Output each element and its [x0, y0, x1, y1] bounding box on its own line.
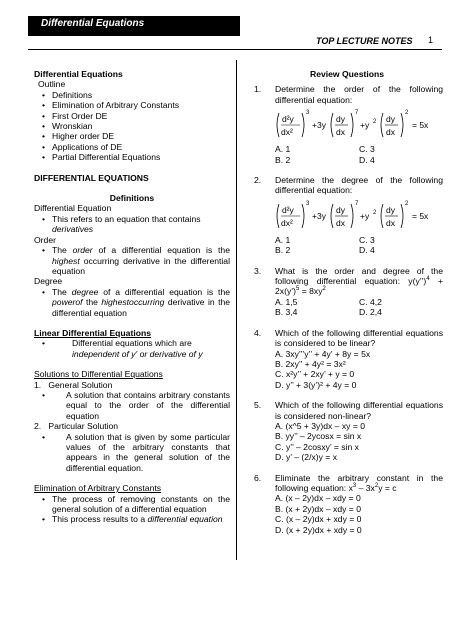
order-definition: • The order of a differential equation is the highest occurring derivative in the differential equation — [34, 245, 230, 276]
svg-text:dy: dy — [386, 204, 395, 215]
option: D. 4 — [359, 154, 375, 165]
svg-text:2: 2 — [405, 110, 409, 117]
svg-text:+y: +y — [360, 120, 370, 131]
question-2 — [251, 175, 443, 256]
svg-text:dx: dx — [336, 217, 345, 228]
definitions-title: Definitions — [109, 193, 155, 204]
answer-options — [251, 349, 443, 391]
option: A. 1 — [275, 144, 291, 155]
question-5 — [251, 400, 443, 462]
header-banner-title: Differential Equations — [41, 18, 145, 29]
question-text: 1. Determine the order of the following differential equation: — [254, 84, 443, 105]
answer-options — [251, 144, 443, 165]
question-1 — [251, 84, 443, 165]
outline-item: • Elimination of Arbitrary Constants — [34, 100, 230, 110]
order-term: Order — [34, 234, 56, 245]
svg-text:dx²: dx² — [281, 127, 293, 138]
svg-text:d²y: d²y — [282, 114, 294, 125]
section-title: DIFFERENTIAL EQUATIONS — [34, 172, 149, 183]
option: A. (x^5 + 3y)dx – xy = 0 — [275, 420, 366, 431]
linear-title: Linear Differential Equations — [34, 327, 151, 338]
solutions-title: Solutions to Differential Equations — [34, 369, 163, 380]
svg-text:dx: dx — [386, 127, 395, 138]
outline-title: Differential Equations — [34, 69, 123, 79]
option: D. (x + 2y)dx + xdy = 0 — [275, 524, 362, 535]
de-term: Differential Equation — [34, 203, 112, 214]
option: B. (x + 2y)dx – xdy = 0 — [275, 503, 361, 514]
option: B. 3,4 — [275, 307, 298, 318]
question-text: 4. Which of the following differential equations is considered to be linear? — [254, 327, 443, 349]
svg-text:+3y: +3y — [312, 120, 326, 131]
svg-text:2: 2 — [373, 209, 377, 216]
svg-text:dx²: dx² — [281, 217, 293, 228]
answer-options — [251, 421, 443, 463]
outline-item: • Wronskian — [34, 121, 230, 131]
svg-text:+y: +y — [360, 210, 370, 221]
option: A. 1,5 — [275, 296, 298, 307]
svg-text:dy: dy — [336, 204, 345, 215]
option: C. 4,2 — [359, 296, 382, 307]
question-3 — [251, 266, 443, 318]
answer-options — [251, 297, 443, 318]
particular-solution-title: 2. Particular Solution — [34, 421, 119, 432]
svg-text:d²y: d²y — [282, 204, 294, 215]
svg-text:3: 3 — [306, 200, 310, 207]
outline-label: Outline — [38, 79, 66, 90]
header-rule — [28, 49, 442, 50]
question-text: 3. What is the order and degree of the following differential equation: y(y’’)$^4$ + 2x(y’)$^5$ = $8xy^2$ — [254, 265, 443, 297]
option: C. x²y’’ + 2xy’ + y = 0 — [275, 369, 355, 380]
option: D. 2,4 — [359, 307, 382, 318]
svg-text:dy: dy — [386, 114, 395, 125]
answer-options — [251, 235, 443, 256]
outline-item: • Partial Differential Equations — [34, 152, 230, 162]
option: D. y’’ + 3(y’)² + 4y = 0 — [275, 379, 357, 390]
option: C. (x – 2y)dx + xdy = 0 — [275, 514, 362, 525]
option: B. 2xy’’ + 4y² = 3x² — [275, 358, 346, 369]
svg-text:7: 7 — [355, 200, 359, 207]
option: B. 2 — [275, 154, 291, 165]
question-4 — [251, 328, 443, 390]
degree-term: Degree — [34, 276, 63, 287]
svg-text:2: 2 — [373, 119, 377, 126]
linear-definition: • Differential equations which are independent of y' or derivative of y — [34, 338, 230, 359]
outline-item: • Definitions — [34, 90, 230, 100]
general-solution-title: 1. General Solution — [34, 379, 113, 390]
option: B. 2 — [275, 245, 291, 256]
option: C. y’’ – 2cosxy’ = sin x — [275, 441, 359, 452]
option: C. 3 — [359, 144, 375, 155]
option: A. 1 — [275, 234, 291, 245]
option: D. 4 — [359, 245, 375, 256]
svg-text:= 5x: = 5x — [412, 120, 429, 131]
elimination-title: Elimination of Arbitrary Constants — [34, 483, 162, 494]
outline-item: • First Order DE — [34, 111, 230, 121]
outline-item: • Higher order DE — [34, 131, 230, 141]
option: C. 3 — [359, 234, 375, 245]
svg-text:dx: dx — [386, 217, 395, 228]
option: A. (x – 2y)dx – xdy = 0 — [275, 493, 361, 504]
question-text: 5. Which of the following differential equations is considered non-linear? — [254, 400, 443, 421]
right-column — [251, 69, 443, 535]
svg-text:2: 2 — [405, 200, 409, 207]
svg-text:7: 7 — [355, 110, 359, 117]
outline-list — [34, 90, 230, 163]
page-number: 1 — [428, 35, 434, 45]
review-title: Review Questions — [309, 69, 385, 79]
svg-text:dx: dx — [336, 127, 345, 138]
question-text: 2. Determine the degree of the following differential equation: — [254, 175, 443, 196]
svg-text:= 5x: = 5x — [412, 210, 429, 221]
left-column — [34, 69, 230, 525]
option: B. yy’’ – 2ycosx = sin x — [275, 431, 362, 442]
equation — [275, 199, 443, 233]
degree-definition: • The degree of a differential equation is the powerof the highestoccurring derivative in the differential equation — [34, 287, 230, 318]
de-definition: • This refers to an equation that contains derivatives — [34, 214, 230, 235]
equation — [275, 108, 443, 142]
elimination-point: • The process of removing constants on the general solution of a differential equation — [34, 494, 230, 515]
svg-text:dy: dy — [336, 114, 345, 125]
general-solution-definition: • A solution that contains arbitrary constants equal to the order of the differential equation — [34, 390, 230, 421]
answer-options — [251, 493, 443, 535]
header-title: TOP LECTURE NOTES — [316, 36, 413, 46]
question-text: 6. Eliminate the arbitrary constant in the following equation: $x^3 - 3x^2y = c$ — [254, 472, 443, 493]
header-banner — [28, 16, 240, 36]
particular-solution-definition: • A solution that is given by some particular values of the arbitrary constants that appears in the general solution of the differential equation. — [34, 432, 230, 474]
option: D. y’ – (2/x)y = x — [275, 452, 337, 463]
question-6 — [251, 473, 443, 535]
svg-text:3: 3 — [306, 110, 310, 117]
option: A. 3xy’’’y’’ + 4y’ + 8y = 5x — [275, 348, 371, 359]
elimination-point: • This process results to a differential equation — [34, 514, 230, 524]
outline-item: • Applications of DE — [34, 142, 230, 152]
svg-text:+3y: +3y — [312, 210, 326, 221]
column-divider — [236, 60, 237, 560]
